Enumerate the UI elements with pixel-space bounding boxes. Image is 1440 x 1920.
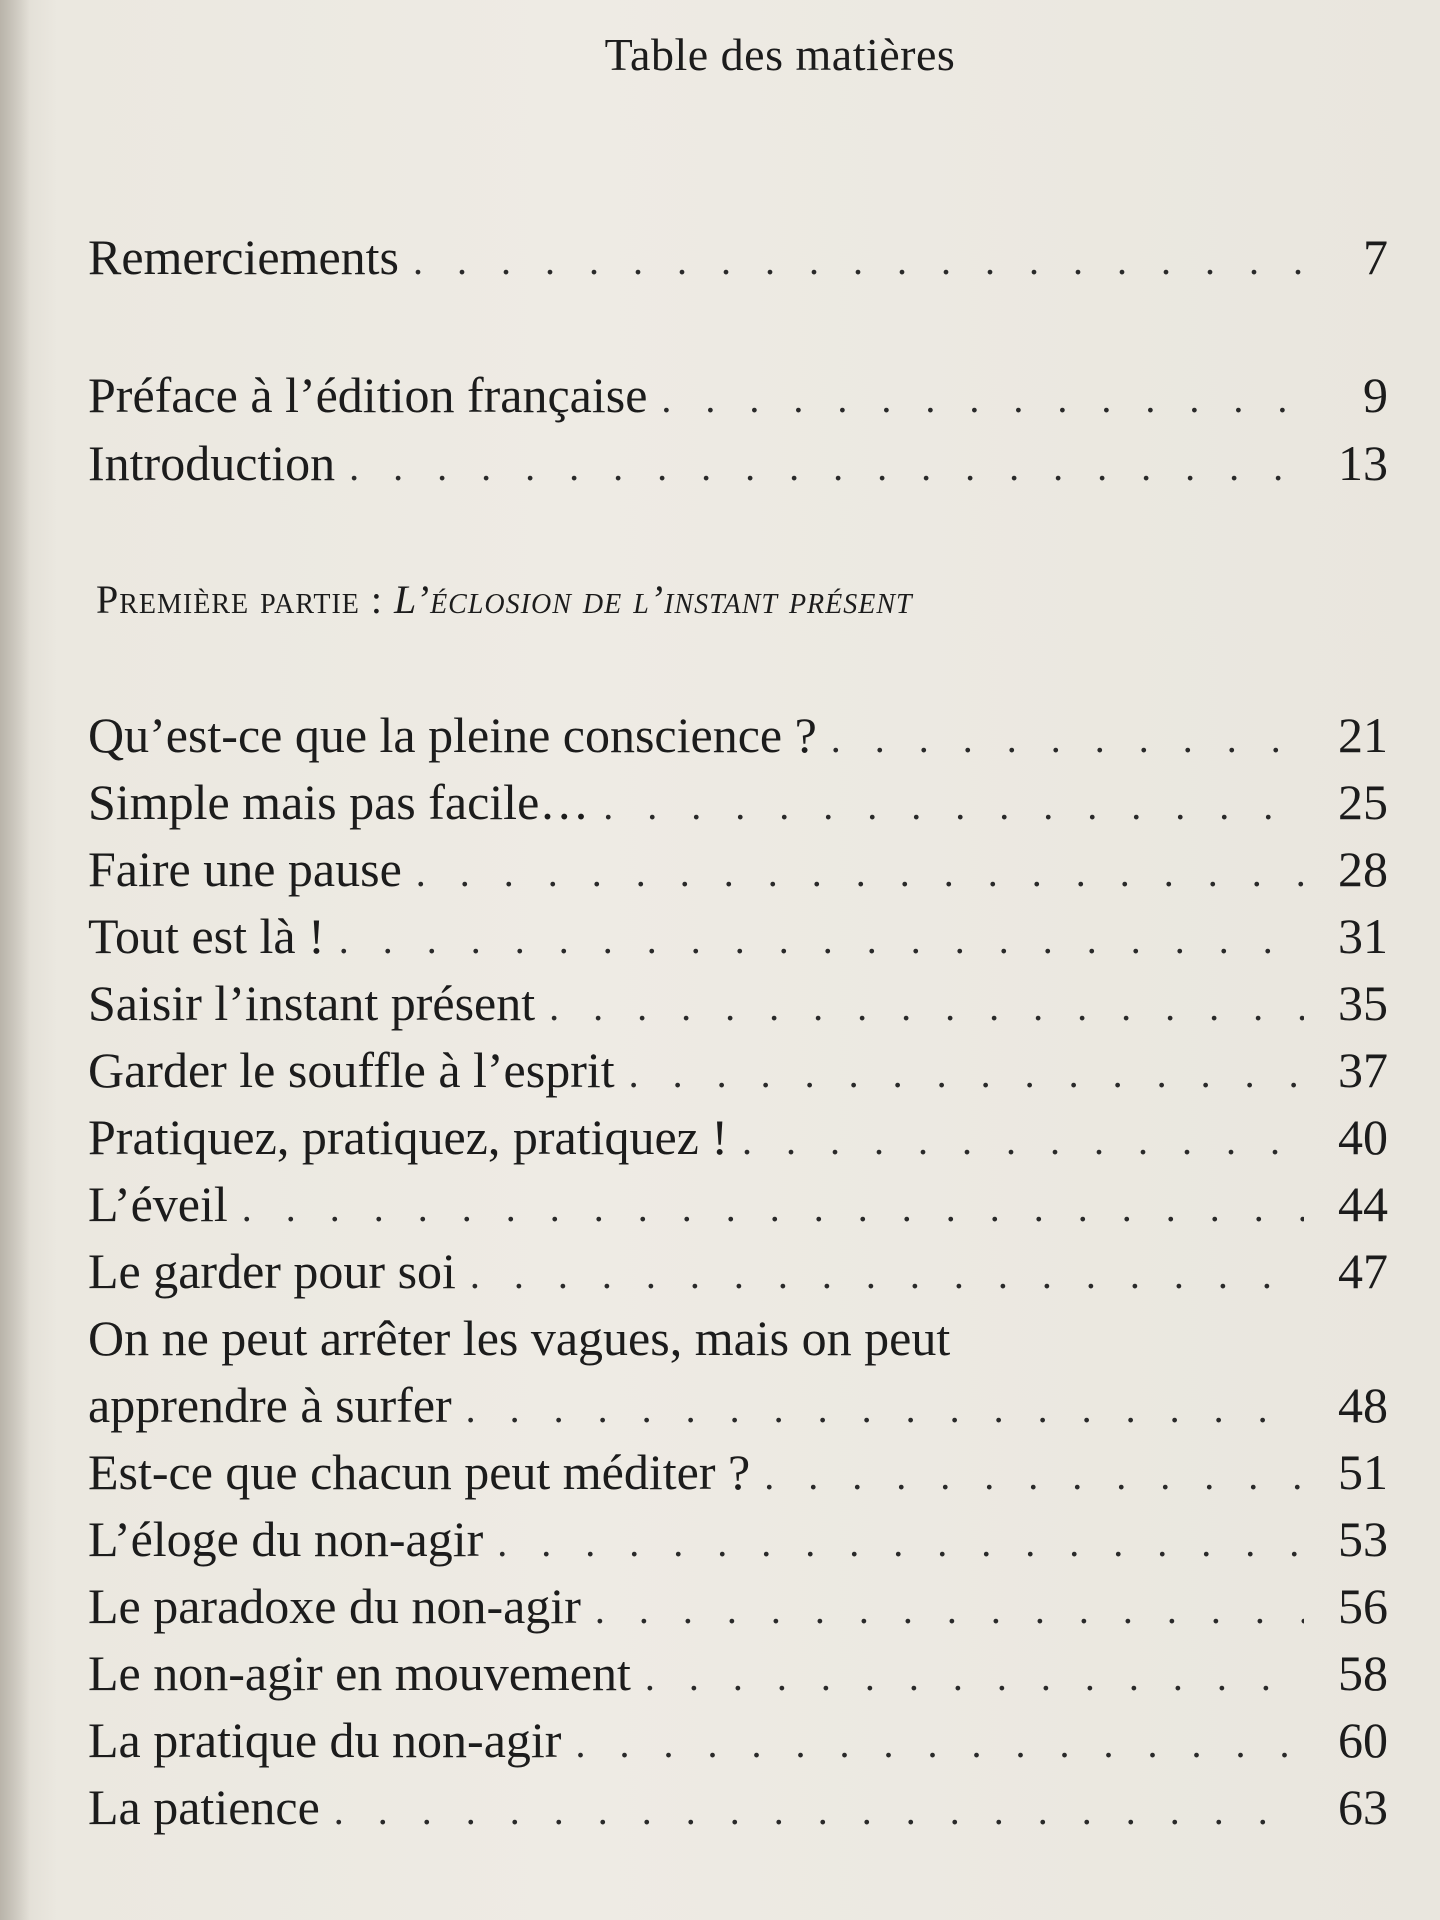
entry-label: La pratique du non-agir: [88, 1712, 562, 1768]
leader-dots: [339, 905, 1304, 975]
page-title: Table des matières: [604, 29, 956, 80]
leader-dots: [334, 1776, 1304, 1846]
toc-entry: [88, 834, 1388, 904]
entry-page: 58: [1338, 1645, 1388, 1701]
toc-entry: [88, 1102, 1388, 1172]
leader-dots: [764, 1441, 1304, 1511]
entry-page: 63: [1338, 1779, 1388, 1835]
entry-label: Saisir l’instant présent: [88, 975, 536, 1031]
entry-label: Tout est là !: [88, 908, 325, 964]
entry-page: 7: [1363, 229, 1388, 285]
leader-dots: [549, 972, 1304, 1042]
toc-entry-line-1: [88, 1303, 1388, 1373]
entry-page: 47: [1338, 1243, 1388, 1299]
entry-label: Remerciements: [88, 229, 399, 285]
leader-dots: [416, 838, 1304, 908]
leader-dots: [629, 1039, 1304, 1109]
leader-dots: [470, 1240, 1304, 1310]
entry-label: Garder le souffle à l’esprit: [88, 1042, 615, 1098]
entry-page: 60: [1338, 1712, 1388, 1768]
entry-label: Le non-agir en mouvement: [88, 1645, 631, 1701]
entry-page: 40: [1338, 1109, 1388, 1165]
toc-entry: [88, 1504, 1388, 1574]
entry-page: 53: [1338, 1511, 1388, 1567]
entry-label: Est-ce que chacun peut méditer ?: [88, 1444, 751, 1500]
toc-entry-introduction: [88, 428, 1388, 498]
toc-entry: [88, 1236, 1388, 1306]
entry-label: Simple mais pas facile…: [88, 774, 590, 830]
leader-dots: [242, 1173, 1304, 1243]
toc-entry: [88, 767, 1388, 837]
part-title: L’éclosion de l’instant présent: [394, 577, 913, 622]
entry-page: 51: [1338, 1444, 1388, 1500]
toc-entry-preface: [88, 360, 1388, 430]
entry-page: 21: [1338, 707, 1388, 763]
toc-entry: [88, 1705, 1388, 1775]
entry-page: 48: [1338, 1377, 1388, 1433]
part-label: Première partie :: [96, 577, 383, 622]
entry-label: On ne peut arrêter les vagues, mais on peut: [88, 1310, 951, 1366]
toc-entry: [88, 1370, 1388, 1440]
toc-entry: [88, 968, 1388, 1038]
entry-label: apprendre à surfer: [88, 1377, 452, 1433]
entry-page: 37: [1338, 1042, 1388, 1098]
leader-dots: [349, 432, 1304, 502]
toc-entry: [88, 1571, 1388, 1641]
entry-label: Préface à l’édition française: [88, 367, 648, 423]
entry-page: 31: [1338, 908, 1388, 964]
toc-entry: [88, 1772, 1388, 1842]
entry-label: Introduction: [88, 435, 336, 491]
entry-page: 13: [1338, 435, 1388, 491]
entry-page: 25: [1338, 774, 1388, 830]
entry-label: Pratiquez, pratiquez, pratiquez !: [88, 1109, 728, 1165]
entry-page: 44: [1338, 1176, 1388, 1232]
entry-page: 56: [1338, 1578, 1388, 1634]
leader-dots: [497, 1508, 1304, 1578]
leader-dots: [413, 226, 1304, 296]
toc-entry: [88, 1169, 1388, 1239]
leader-dots: [466, 1374, 1304, 1444]
entry-label: Le paradoxe du non-agir: [88, 1578, 581, 1634]
toc-entry-remerciements: [88, 222, 1388, 292]
toc-entry: [88, 901, 1388, 971]
entry-label: Le garder pour soi: [88, 1243, 456, 1299]
leader-dots: [575, 1709, 1304, 1779]
leader-dots: [595, 1575, 1304, 1645]
entry-label: L’éveil: [88, 1176, 228, 1232]
leader-dots: [831, 704, 1304, 774]
toc-entry: [88, 1035, 1388, 1105]
entry-page: 35: [1338, 975, 1388, 1031]
leader-dots: [603, 771, 1304, 841]
entry-page: 28: [1338, 841, 1388, 897]
leader-dots: [645, 1642, 1304, 1712]
entry-label: L’éloge du non-agir: [88, 1511, 484, 1567]
toc-entry: [88, 1437, 1388, 1507]
toc-entry: [88, 700, 1388, 770]
toc-entry: [88, 1638, 1388, 1708]
entry-label: La patience: [88, 1779, 320, 1835]
entry-label: Faire une pause: [88, 841, 402, 897]
spine-shadow: [0, 0, 30, 1920]
entry-page: 9: [1363, 367, 1388, 423]
leader-dots: [742, 1106, 1304, 1176]
leader-dots: [661, 364, 1304, 434]
entry-label: Qu’est-ce que la pleine conscience ?: [88, 707, 817, 763]
part-heading: [96, 570, 1396, 630]
